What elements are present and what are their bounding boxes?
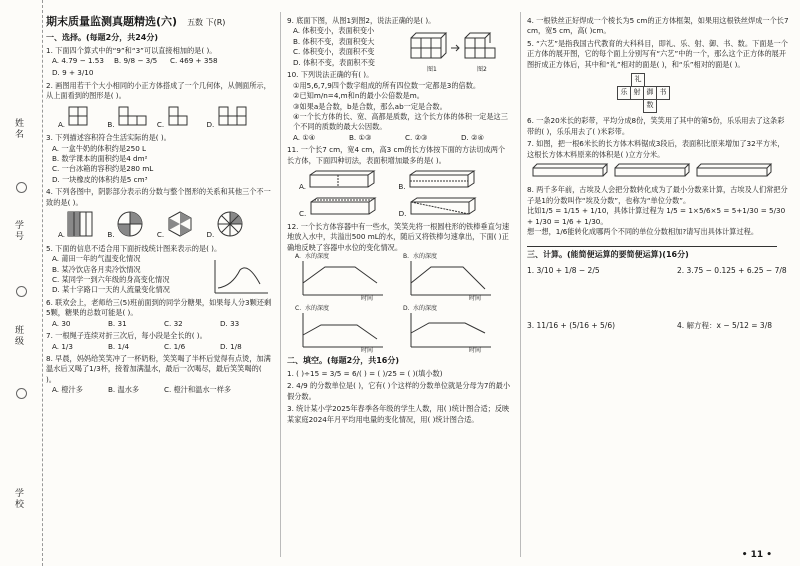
- option-c[interactable]: C. 1/6: [164, 341, 186, 351]
- option-c[interactable]: C. 469 + 358: [169, 55, 218, 65]
- option-c[interactable]: C. 橙汁和温水一样多: [164, 385, 232, 395]
- option-a[interactable]: A. 30: [52, 318, 71, 328]
- hole-icon: [16, 286, 27, 297]
- option-b[interactable]: B.: [398, 169, 478, 192]
- fill-blank-3[interactable]: 3. 统计某小学2025年春季各年级的学生人数，用( )统计图合适；反映某家庭2024年月平均用电量的变化情况，用( )统计图合适。: [287, 404, 510, 424]
- water-level-graph: [295, 253, 387, 301]
- option-c[interactable]: C. 体积变小，表面积不变: [293, 47, 375, 57]
- fill-blank-2[interactable]: 2. 4/9 的分数单位是( )，它有( )个这样的分数单位就是分母为7的最小假分数。: [287, 381, 511, 401]
- option-a[interactable]: A. 4.79 − 1.53: [52, 55, 104, 65]
- option-a[interactable]: A. 水的深度 时间: [295, 253, 387, 301]
- option-b[interactable]: B. ①③: [349, 132, 372, 142]
- option-b[interactable]: B.: [107, 105, 147, 130]
- shaded-circle-icon: [117, 211, 143, 237]
- question-stem: 7. 如图，把一根6米长的长方体木料锯成3段后，表面积比原来增加了32平方米，这根长方体木料原来的体积是( )立方分米。: [527, 139, 785, 159]
- cube-view-icon: [67, 105, 97, 127]
- option-c[interactable]: C. 水的深度 时间: [295, 305, 387, 353]
- line-graph-icon: [212, 258, 270, 296]
- answer-line[interactable]: [527, 246, 777, 247]
- question-9: [287, 16, 512, 73]
- fill-blank-5[interactable]: [527, 39, 790, 113]
- x-axis-label: 时间: [469, 295, 482, 303]
- hole-icon: [16, 388, 27, 399]
- y-axis-label: 水的深度: [305, 305, 330, 313]
- option-c[interactable]: C.: [299, 196, 379, 219]
- section-title: 一、选择。(每题2分，共24分): [46, 32, 159, 42]
- water-level-graph: [295, 305, 387, 353]
- question-5: [46, 244, 272, 296]
- column-1: [46, 14, 272, 398]
- exam-header: [46, 14, 272, 30]
- option-d[interactable]: D. 某十字路口一天的人流量变化情况: [52, 285, 170, 295]
- cuboid-cut-icon: [408, 169, 478, 189]
- calc-item[interactable]: 2. 3.75 − 0.125 + 6.25 − 7/8: [677, 266, 787, 276]
- column-divider: [280, 12, 281, 557]
- x-axis-label: 时间: [361, 295, 374, 303]
- fill-blank-7[interactable]: [527, 139, 790, 183]
- school-label: 学校: [13, 488, 23, 510]
- question-stem: 5. “六艺”是指我国古代教育的大科科目，即礼、乐、射、御、书、数。下面是一个正方体的展开图，它的每个面上分别写有“六艺”中的一个，那么这个正方体的展开图折成正方体后，其中和“礼”相对的面是( )，和“乐”相对的面是( )。: [527, 38, 788, 69]
- net-cell: 御: [643, 86, 657, 100]
- option-b[interactable]: B. 温水多: [108, 385, 140, 395]
- fill-blank-8[interactable]: [527, 185, 790, 246]
- option-d[interactable]: D. 1/8: [220, 341, 242, 351]
- question-stem: 1. 下面四个算式中的“9”和“3”可以直接相加的是( )。: [46, 45, 217, 55]
- name-label: 姓名: [13, 118, 23, 140]
- question-10: [287, 70, 512, 143]
- cube-view-icon: [117, 105, 147, 127]
- question-7: [46, 331, 272, 352]
- question-4: [46, 187, 272, 240]
- option-d[interactable]: D. 33: [220, 318, 240, 328]
- option-a[interactable]: A.: [58, 105, 97, 130]
- net-cell: 礼: [631, 73, 645, 87]
- option-b[interactable]: B. 1/4: [108, 341, 130, 351]
- question-stem: 4. 下列各图中，阴影部分表示的分数与整个图形的关系和其他三个不一致的是( )。: [46, 187, 271, 207]
- option-d[interactable]: D.: [207, 105, 247, 130]
- section-title: 三、计算。(能简便运算的要简便运算)(16分): [527, 249, 689, 259]
- option-d[interactable]: D. 9 + 3/10: [52, 68, 94, 78]
- cuboid-cut-icon: [309, 196, 379, 216]
- class-label: 班级: [13, 325, 23, 347]
- binding-margin: [0, 0, 43, 566]
- option-a[interactable]: A. 一盒牛奶的体积约是250 L: [52, 143, 147, 153]
- y-axis-label: 水的深度: [413, 253, 438, 261]
- calc-item[interactable]: 4. 解方程：x − 5/12 = 3/8: [677, 321, 772, 331]
- fill-blank-6[interactable]: 6. 一条20米长的彩带，平均分成8份，笑笑用了其中的第5份，乐乐用去了这条彩带的( )，乐乐用去了( )米彩带。: [527, 116, 785, 136]
- column-2: [287, 14, 512, 427]
- option-d[interactable]: D. 水的深度 时间: [403, 305, 495, 353]
- question-stem: 11. 一个长7 cm，宽4 cm，高3 cm的长方体按下面的方法切成两个长方体，下面四种切法，表面积增加最多的是( )。: [287, 145, 506, 165]
- question-prompt: 想一想，1/6能转化成哪两个不同的单位分数相加?请写出具体计算过程。: [527, 227, 759, 237]
- statement-item: ①用5,6,7,9四个数字组成的所有四位数一定都是3的倍数。: [293, 80, 481, 90]
- question-stem: 7. 一根绳子连续对折三次后，每小段是全长的( )。: [46, 331, 207, 341]
- water-level-graph: [403, 253, 495, 301]
- calc-item[interactable]: 3. 11/16 + (5/16 + 5/6): [527, 321, 616, 331]
- cube-view-icon: [167, 105, 197, 127]
- option-b[interactable]: B. 水的深度 时间: [403, 253, 495, 301]
- question-8: [46, 354, 272, 396]
- column-3: [527, 14, 790, 332]
- option-a[interactable]: A.: [58, 211, 93, 240]
- question-stem: 8. 两千多年前，古埃及人会把分数转化成为了最小分数来计算，古埃及人们常把分子是1的分数叫作“埃及分数”，也称为“单位分数”。: [527, 185, 788, 205]
- option-b[interactable]: B. 31: [108, 318, 127, 328]
- calculation-list: [527, 266, 790, 332]
- question-1: [46, 46, 272, 79]
- option-a[interactable]: A. ①④: [293, 132, 316, 142]
- cuboid-cut-icon: [409, 196, 479, 216]
- timber-diagram: [531, 162, 781, 178]
- option-a[interactable]: A.: [299, 169, 378, 192]
- option-c[interactable]: C. 一台冰箱的容积约是280 mL: [52, 164, 154, 174]
- fill-blank-4[interactable]: 4. 一根铁丝正好焊成一个棱长为5 cm的正方体框架，如果用这根铁丝焊成一个长7 cm，宽5 cm，高( )cm。: [527, 16, 789, 36]
- net-cell: 书: [656, 86, 670, 100]
- option-a[interactable]: A. 莆田一年的气温变化情况: [52, 254, 141, 264]
- section-title: 二、填空。(每题2分，共16分): [287, 356, 400, 366]
- student-id-label: 学号: [13, 220, 23, 242]
- statement-item: ②已知m/n=4,m和n的最小公倍数是m。: [293, 91, 424, 101]
- figure-label: 图1: [427, 66, 437, 73]
- option-d[interactable]: D. 一块橡皮的体积约是5 cm³: [52, 174, 148, 184]
- option-c[interactable]: C.: [157, 105, 197, 130]
- hole-icon: [16, 182, 27, 193]
- cube-view-icon: [217, 105, 247, 127]
- fill-blank-1[interactable]: 1. ( )÷15 = 3/5 = 6/( ) = ( )/25 = ( )(填小数): [287, 368, 443, 378]
- water-level-graph: [403, 305, 495, 353]
- option-c[interactable]: C. 32: [164, 318, 183, 328]
- option-a[interactable]: A. 体积变小，表面积变小: [293, 26, 375, 36]
- calc-item[interactable]: 1. 3/10 + 1/8 − 2/5: [527, 266, 600, 276]
- example-text: 比如1/5 = 1/15 + 1/10，具体计算过程为 1/5 = 1×5/6×5 = 5+1/30 = 5/30 + 1/30 = 1/6 + 1/30。: [527, 206, 786, 226]
- question-3: [46, 133, 272, 185]
- option-d[interactable]: D.: [399, 196, 479, 219]
- x-axis-label: 时间: [361, 347, 374, 355]
- option-b[interactable]: B. 数学课本的面积约是4 dm²: [52, 154, 148, 164]
- shaded-circle-icon: [217, 211, 243, 237]
- option-b[interactable]: B.: [107, 211, 143, 240]
- statement-item: ④一个长方体的长、宽、高都是质数，这个长方体的体积一定是这三个不同的质数的最大公因数。: [293, 111, 508, 132]
- option-c[interactable]: C.: [157, 211, 193, 240]
- net-cell: 射: [630, 86, 644, 100]
- grade-label: 五数 下(R): [187, 18, 226, 27]
- question-stem: 9. 底面下图，从图1到图2，说法正确的是( )。: [287, 16, 436, 25]
- option-b[interactable]: B. 某冷饮店各月卖冷饮情况: [52, 264, 141, 274]
- question-stem: 2. 画图用若干个大小相同的小正方体搭成了一个几何体，从侧面所示，从上面看到的图形是( )。: [46, 80, 271, 101]
- exam-title: 期末质量监测真题精选(六): [46, 15, 178, 28]
- cuboid-cut-icon: [308, 169, 378, 189]
- question-6: [46, 298, 272, 329]
- cube-net-diagram: [617, 73, 790, 113]
- shaded-square-icon: [67, 211, 93, 237]
- question-stem: 3. 下列描述容积符合生活实际的是( )。: [46, 133, 171, 143]
- x-axis-label: 时间: [469, 347, 482, 355]
- y-axis-label: 水的深度: [413, 305, 438, 313]
- question-stem: 6. 联欢会上，老师给三(5)班前面到的同学分糖果，如果每人分3颗还剩5颗，糖果的总数可能是( )。: [46, 297, 272, 318]
- question-stem: 10. 下列说法正确的有( )。: [287, 70, 374, 80]
- question-stem: 12. 一个长方体容器中有一些水，笑笑先将一根圆柱形的铁棒垂直匀速地放入水中，共溢出500 mL的水，随后又将铁棒匀速拿出，下面( )正确地反映了容器中水位的变化情况。: [287, 222, 510, 252]
- question-2: [46, 81, 272, 130]
- question-stem: 8. 早晨，妈妈给笑笑冲了一杯奶粉，笑笑喝了半杯后觉得有点烫，加满温水后又喝了1/3杯，接着加满温水，最后一次喝尽，最后笑笑喝的( )。: [46, 354, 271, 384]
- option-d[interactable]: D. ②④: [461, 132, 484, 142]
- y-axis-label: 水的深度: [305, 253, 330, 261]
- cube-figures-icon: [407, 30, 507, 64]
- question-12: [287, 222, 512, 353]
- page-number: • 11 •: [741, 550, 772, 560]
- option-d[interactable]: D.: [207, 211, 243, 240]
- shaded-hexagon-icon: [167, 211, 193, 237]
- option-a[interactable]: A. 1/3: [52, 341, 73, 351]
- option-d[interactable]: D. 体积不变，表面积不变: [293, 57, 375, 67]
- figure-label: 图2: [477, 66, 487, 73]
- option-b[interactable]: B. 9/8 − 3/5: [113, 55, 158, 65]
- net-cell: 数: [643, 99, 657, 113]
- option-c[interactable]: C. 某同学一到六年级的身高变化情况: [52, 274, 170, 284]
- net-cell: 乐: [617, 86, 631, 100]
- question-stem: 5. 下面的信息不适合用下面折线统计图来表示的是( )。: [46, 243, 222, 253]
- option-a[interactable]: A. 橙汁多: [52, 385, 83, 395]
- question-11: [287, 145, 512, 219]
- statement-item: ③如果a是合数，b是合数，那么ab一定是合数。: [293, 101, 447, 111]
- column-divider: [520, 12, 521, 557]
- option-b[interactable]: B. 体积不变，表面积变大: [293, 36, 375, 46]
- cube-view-options: [58, 105, 272, 130]
- option-c[interactable]: C. ②③: [405, 132, 428, 142]
